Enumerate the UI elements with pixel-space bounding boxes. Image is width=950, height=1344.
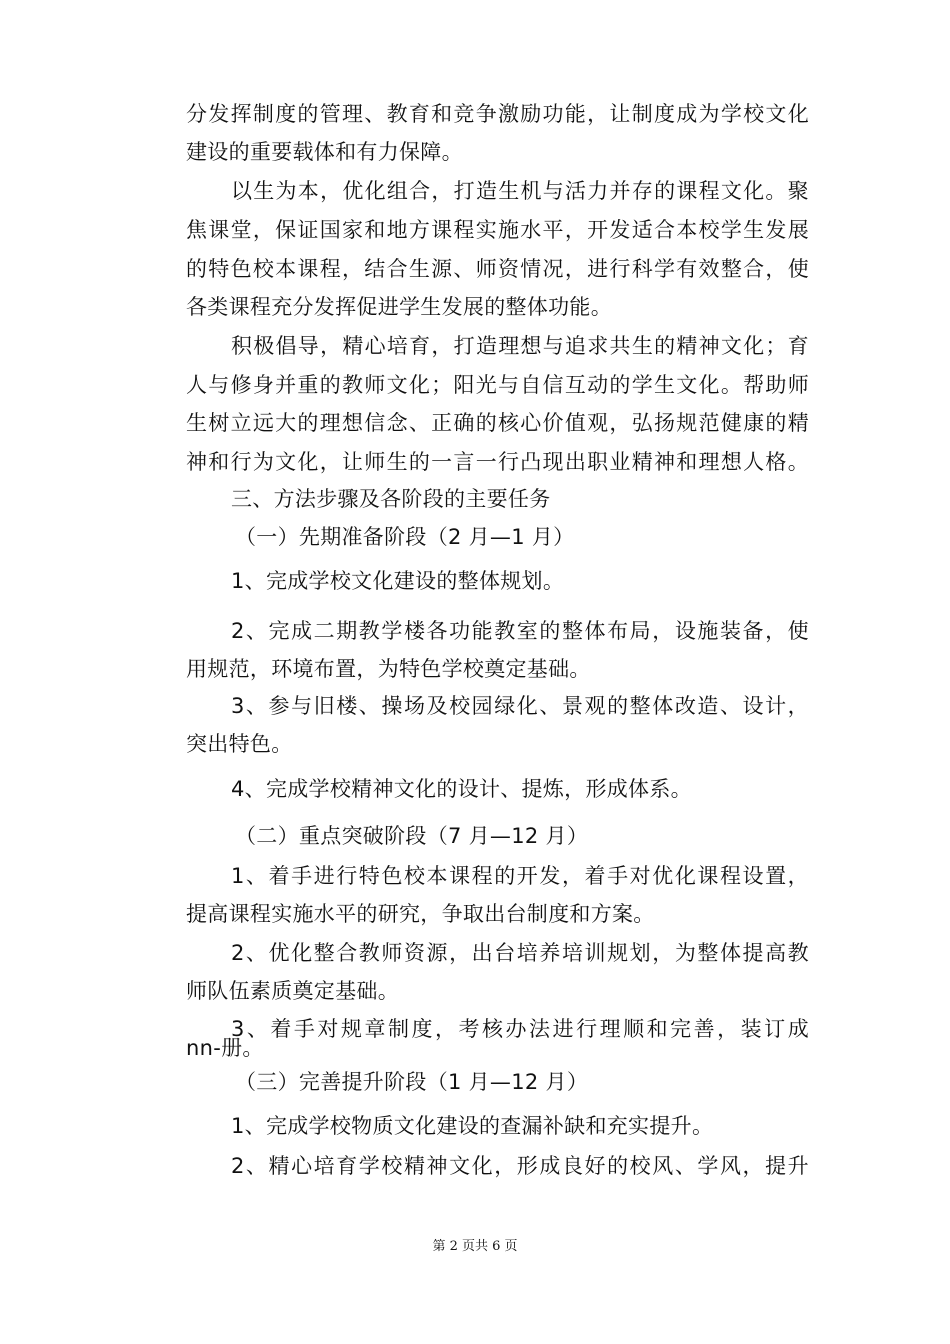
- list-item: 3、着手对规章制度，考核办法进行理顺和完善，装订成: [231, 1017, 809, 1041]
- list-item: 3、参与旧楼、操场及校园绿化、景观的整体改造、设计，: [231, 694, 809, 718]
- list-item: 2、精心培育学校精神文化，形成良好的校风、学风，提升: [231, 1154, 809, 1178]
- paragraph-line: 提高课程实施水平的研究，争取出台制度和方案。: [186, 902, 655, 926]
- paragraph-line: 的特色校本课程，结合生源、师资情况，进行科学有效整合，使: [186, 257, 809, 281]
- list-item: 2、完成二期教学楼各功能教室的整体布局，设施装备，使: [231, 619, 809, 643]
- section-heading: 三、方法步骤及各阶段的主要任务: [231, 487, 551, 511]
- paragraph-line: 师队伍素质奠定基础。: [186, 979, 399, 1003]
- paragraph-line: 生树立远大的理想信念、正确的核心价值观，弘扬规范健康的精: [186, 411, 809, 435]
- list-item: 1、着手进行特色校本课程的开发，着手对优化课程设置，: [231, 864, 809, 888]
- paragraph-line: 建设的重要载体和有力保障。: [186, 140, 463, 164]
- list-item: 4、完成学校精神文化的设计、提炼，形成体系。: [231, 777, 692, 801]
- paragraph-line: 焦课堂，保证国家和地方课程实施水平，开发适合本校学生发展: [186, 218, 809, 242]
- paragraph-line: 分发挥制度的管理、教育和竞争激励功能，让制度成为学校文化: [186, 102, 809, 126]
- paragraph-line: 各类课程充分发挥促进学生发展的整体功能。: [186, 295, 612, 319]
- list-item: 1、完成学校物质文化建设的查漏补缺和充实提升。: [231, 1114, 714, 1138]
- paragraph-line: 突出特色。: [186, 732, 293, 756]
- paragraph-line: nn-册。: [186, 1036, 264, 1060]
- paragraph-line: 人与修身并重的教师文化；阳光与自信互动的学生文化。帮助师: [186, 373, 809, 397]
- paragraph-line: 用规范，环境布置，为特色学校奠定基础。: [186, 657, 591, 681]
- list-item: 1、完成学校文化建设的整体规划。: [231, 569, 565, 593]
- paragraph-line: 积极倡导，精心培育，打造理想与追求共生的精神文化；育: [231, 334, 809, 358]
- subsection-heading: （一）先期准备阶段（2 月—1 月）: [235, 525, 575, 549]
- list-item: 2、优化整合教师资源，出台培养培训规划，为整体提高教: [231, 941, 809, 965]
- subsection-heading: （三）完善提升阶段（1 月—12 月）: [235, 1070, 589, 1094]
- paragraph-line: 以生为本，优化组合，打造生机与活力并存的课程文化。聚: [231, 179, 809, 203]
- paragraph-line: 神和行为文化，让师生的一言一行凸现出职业精神和理想人格。: [186, 450, 809, 474]
- page-footer: 第 2 页共 6 页: [432, 1239, 518, 1254]
- subsection-heading: （二）重点突破阶段（7 月—12 月）: [235, 824, 589, 848]
